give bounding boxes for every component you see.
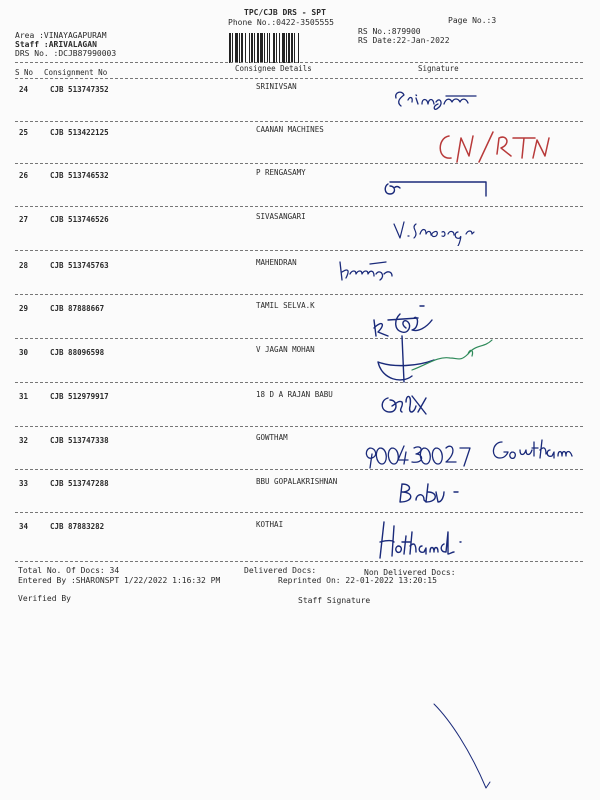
row-divider <box>15 561 583 562</box>
total-docs: Total No. Of Docs: 34 <box>18 566 120 575</box>
row-sno: 25 <box>19 128 29 137</box>
row-divider <box>15 294 583 295</box>
row-sno: 27 <box>19 215 29 224</box>
barcode-bar <box>264 33 265 63</box>
row-consignee: BBU GOPALAKRISHNAN <box>256 477 338 486</box>
barcode-bar <box>257 33 259 63</box>
row-consignment: CJB 88096598 <box>50 348 105 357</box>
row-consignee: SIVASANGARI <box>256 212 306 221</box>
row-consignment: CJB 513746526 <box>50 215 109 224</box>
row-sno: 30 <box>19 348 29 357</box>
row-consignee: MAHENDRAN <box>256 258 297 267</box>
row-consignee: KOTHAI <box>256 520 284 529</box>
row-consignment: CJB 87883282 <box>50 522 105 531</box>
row-consignment: CJB 512979917 <box>50 392 109 401</box>
barcode-bar <box>239 33 240 63</box>
barcode-bar <box>260 33 263 63</box>
row-consignee: V JAGAN MOHAN <box>256 345 315 354</box>
barcode-bar <box>286 33 287 63</box>
row-consignment: CJB 513746532 <box>50 171 109 180</box>
reprinted-on: Reprinted On: 22-01-2022 13:20:15 <box>278 576 437 585</box>
non-delivered-docs: Non Delivered Docs: <box>364 568 456 577</box>
col-header-consignment: Consignment No <box>44 68 108 77</box>
row-consignee: SRINIVSAN <box>256 82 297 91</box>
signature-row-24 <box>392 86 482 116</box>
row-sno: 33 <box>19 479 29 488</box>
barcode-bar <box>251 33 253 63</box>
row-sno: 31 <box>19 392 29 401</box>
row-divider <box>15 250 583 251</box>
columns-divider <box>15 78 583 79</box>
barcode-bar <box>267 33 268 63</box>
barcode-bar <box>229 33 231 63</box>
barcode-bar <box>241 33 243 63</box>
barcode-bar <box>282 33 285 63</box>
signature-row-28 <box>336 258 416 284</box>
barcode-bar <box>232 33 233 63</box>
rs-date: RS Date:22-Jan-2022 <box>358 36 450 45</box>
row-divider <box>15 121 583 122</box>
row-consignment: CJB 513747352 <box>50 85 109 94</box>
signature-row-32 <box>364 434 584 474</box>
delivered-docs: Delivered Docs: <box>244 566 317 575</box>
header-divider <box>15 62 583 63</box>
signature-row-30 <box>372 322 502 392</box>
document-title: TPC/CJB DRS - SPT <box>244 8 326 17</box>
col-header-consignee: Consignee Details <box>235 64 312 73</box>
row-sno: 29 <box>19 304 29 313</box>
row-consignment: CJB 513747288 <box>50 479 109 488</box>
signature-row-25 <box>435 128 565 168</box>
barcode-bar <box>273 33 275 63</box>
signature-row-34 <box>372 518 472 562</box>
signature-row-33 <box>396 478 466 508</box>
row-consignee: CAANAN MACHINES <box>256 125 324 134</box>
row-sno: 26 <box>19 171 29 180</box>
row-consignment: CJB 513745763 <box>50 261 109 270</box>
row-consignment: CJB 513422125 <box>50 128 109 137</box>
barcode-bar <box>235 33 238 63</box>
barcode-bar <box>249 33 250 63</box>
row-divider <box>15 206 583 207</box>
verified-by-label: Verified By <box>18 594 71 603</box>
row-sno: 24 <box>19 85 29 94</box>
area-field: Area :VINAYAGAPURAM <box>15 31 107 40</box>
row-consignee: P RENGASAMY <box>256 168 306 177</box>
signature-row-31 <box>378 388 438 420</box>
barcode-bar <box>254 33 255 63</box>
barcode-bar <box>245 33 246 63</box>
signature-row-26 <box>382 176 492 200</box>
row-divider <box>15 426 583 427</box>
row-consignment: CJB 87888667 <box>50 304 105 313</box>
row-divider <box>15 512 583 513</box>
pen-mark <box>430 700 500 792</box>
row-consignment: CJB 513747338 <box>50 436 109 445</box>
row-consignee: GOWTHAM <box>256 433 288 442</box>
barcode-bar <box>291 33 293 63</box>
rs-number: RS No.:879900 <box>358 27 421 36</box>
phone-number: Phone No.:0422-3505555 <box>228 18 334 27</box>
page-number: Page No.:3 <box>448 16 497 25</box>
col-header-sno: S No <box>15 68 34 77</box>
entered-by: Entered By :SHARONSPT 1/22/2022 1:16:32 PM <box>18 576 221 585</box>
staff-field: Staff :ARIVALAGAN <box>15 40 97 49</box>
barcode-bar <box>294 33 295 63</box>
row-consignee: TAMIL SELVA.K <box>256 301 315 310</box>
row-sno: 32 <box>19 436 29 445</box>
col-header-signature: Signature <box>418 64 459 73</box>
barcode-bar <box>269 33 270 63</box>
barcode-bar <box>276 33 277 63</box>
signature-row-27 <box>390 218 510 246</box>
row-consignee: 18 D A RAJAN BABU <box>256 390 333 399</box>
barcode-bar <box>298 33 299 63</box>
row-sno: 34 <box>19 522 29 531</box>
barcode <box>228 33 350 63</box>
drs-number: DRS No. :DCJB87990003 <box>15 49 117 58</box>
barcode-bar <box>288 33 290 63</box>
staff-signature-label: Staff Signature <box>298 596 371 605</box>
row-sno: 28 <box>19 261 29 270</box>
barcode-bar <box>279 33 280 63</box>
